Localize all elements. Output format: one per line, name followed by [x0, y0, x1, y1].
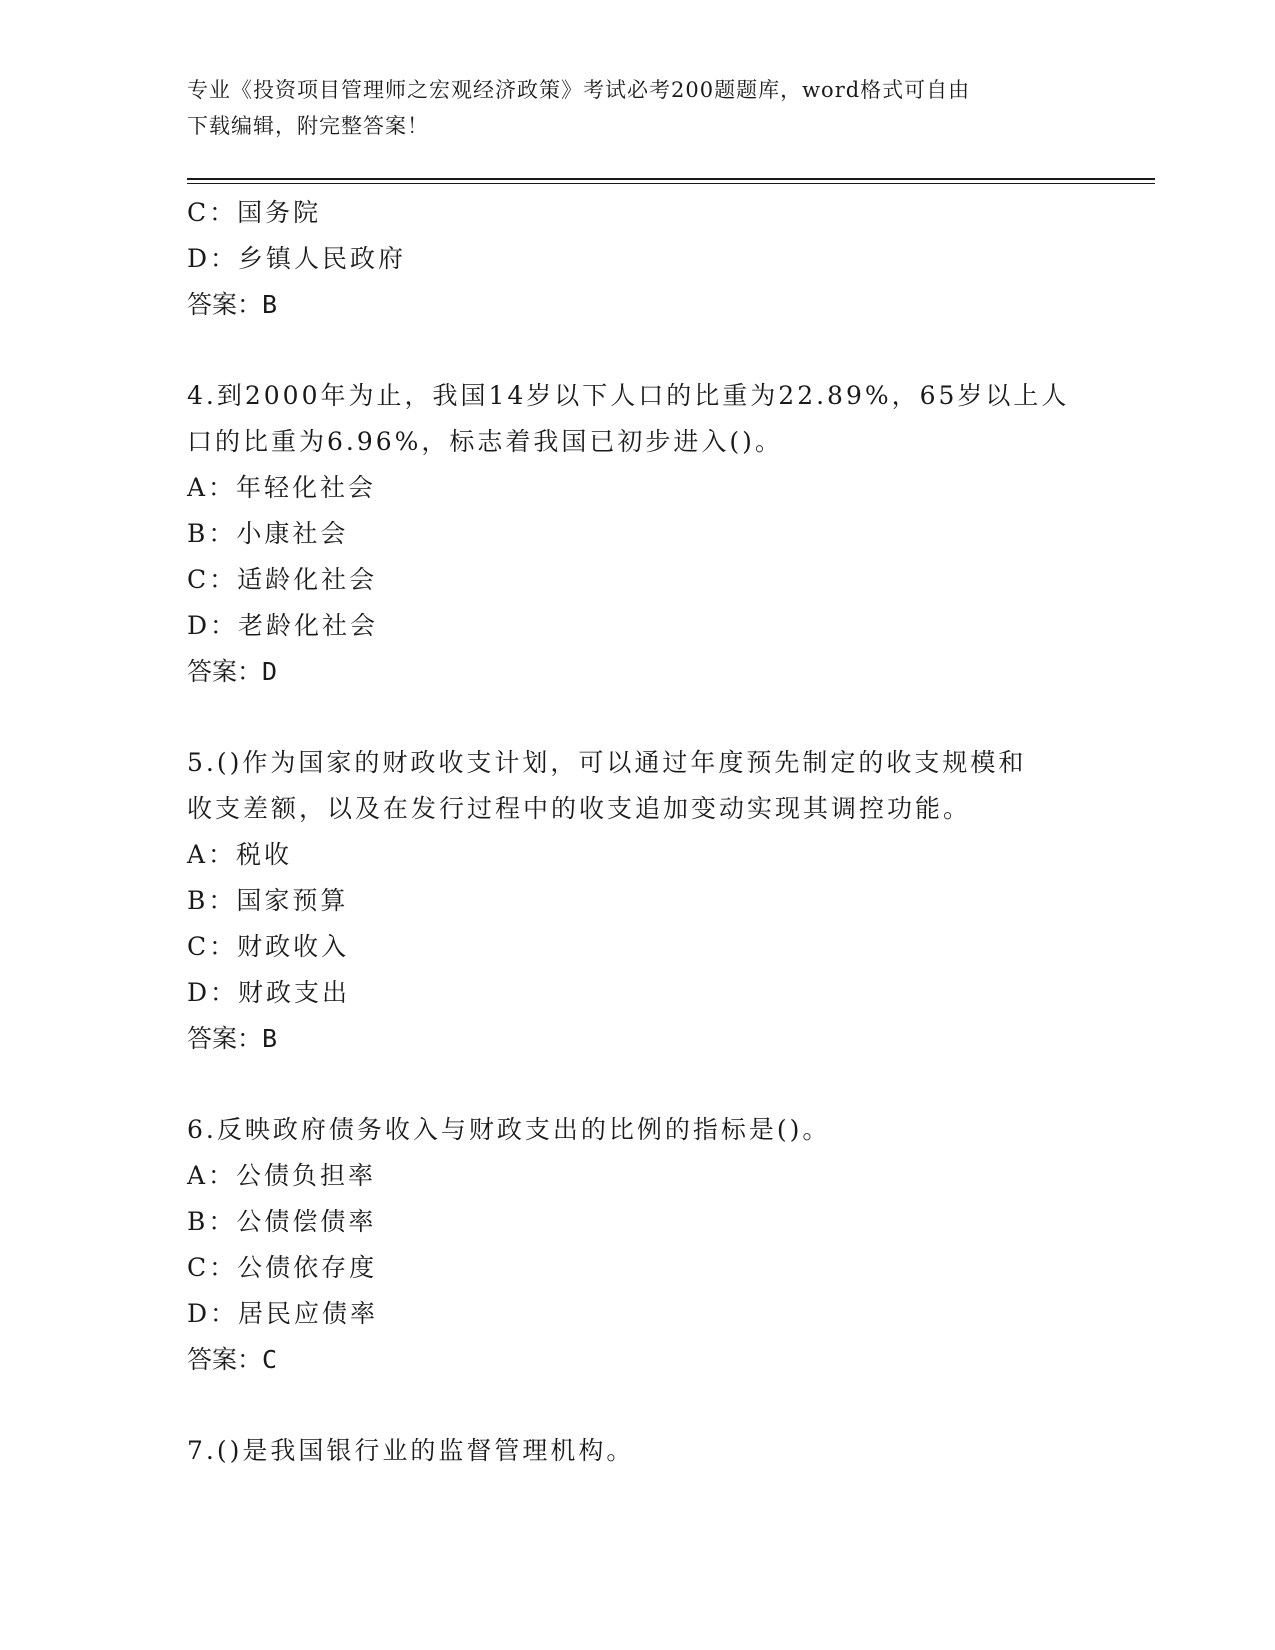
question-block-6 — [187, 1107, 1087, 1383]
answer-line: 答案：B — [187, 290, 278, 319]
question-block-3 — [187, 190, 1087, 328]
question-text-line-2: 收支差额，以及在发行过程中的收支追加变动实现其调控功能。 — [187, 794, 972, 823]
option-b: B：国家预算 — [187, 886, 349, 915]
question-block-5 — [187, 740, 1087, 1062]
option-c: C：国务院 — [187, 198, 322, 227]
spacer — [187, 695, 1087, 740]
option-d: D：乡镇人民政府 — [187, 244, 407, 273]
option-c: C：公债依存度 — [187, 1253, 378, 1282]
header-line-2: 下载编辑，附完整答案！ — [187, 114, 429, 138]
spacer — [187, 1062, 1087, 1107]
question-block-4 — [187, 373, 1087, 695]
option-b: B：小康社会 — [187, 519, 349, 548]
spacer — [187, 328, 1087, 373]
header-line-1: 专业《投资项目管理师之宏观经济政策》考试必考200题题库，word格式可自由 — [187, 78, 971, 102]
question-list — [187, 190, 1087, 1474]
question-text-line-1: 4.到2000年为止，我国14岁以下人口的比重为22.89%，65岁以上人 — [187, 381, 1070, 410]
document-header — [187, 72, 1087, 144]
option-d: D：财政支出 — [187, 978, 351, 1007]
option-c: C：适龄化社会 — [187, 565, 378, 594]
header-divider-thin — [187, 183, 1155, 184]
header-divider-thick — [187, 178, 1155, 180]
answer-line: 答案：B — [187, 1024, 278, 1053]
question-text-line-1: 7.()是我国银行业的监督管理机构。 — [187, 1436, 635, 1465]
option-a: A：年轻化社会 — [187, 473, 377, 502]
spacer — [187, 1383, 1087, 1428]
option-a: A：公债负担率 — [187, 1161, 377, 1190]
option-b: B：公债偿债率 — [187, 1207, 377, 1236]
option-d: D：居民应债率 — [187, 1299, 379, 1328]
option-a: A：税收 — [187, 840, 293, 869]
option-d: D：老龄化社会 — [187, 611, 379, 640]
question-text-line-2: 口的比重为6.96%，标志着我国已初步进入()。 — [187, 427, 783, 456]
option-c: C：财政收入 — [187, 932, 350, 961]
answer-line: 答案：C — [187, 1345, 278, 1374]
question-text-line-1: 6.反映政府债务收入与财政支出的比例的指标是()。 — [187, 1115, 831, 1144]
question-block-7 — [187, 1428, 1087, 1474]
answer-line: 答案：D — [187, 657, 278, 686]
question-text-line-1: 5.()作为国家的财政收支计划，可以通过年度预先制定的收支规模和 — [187, 748, 1027, 777]
